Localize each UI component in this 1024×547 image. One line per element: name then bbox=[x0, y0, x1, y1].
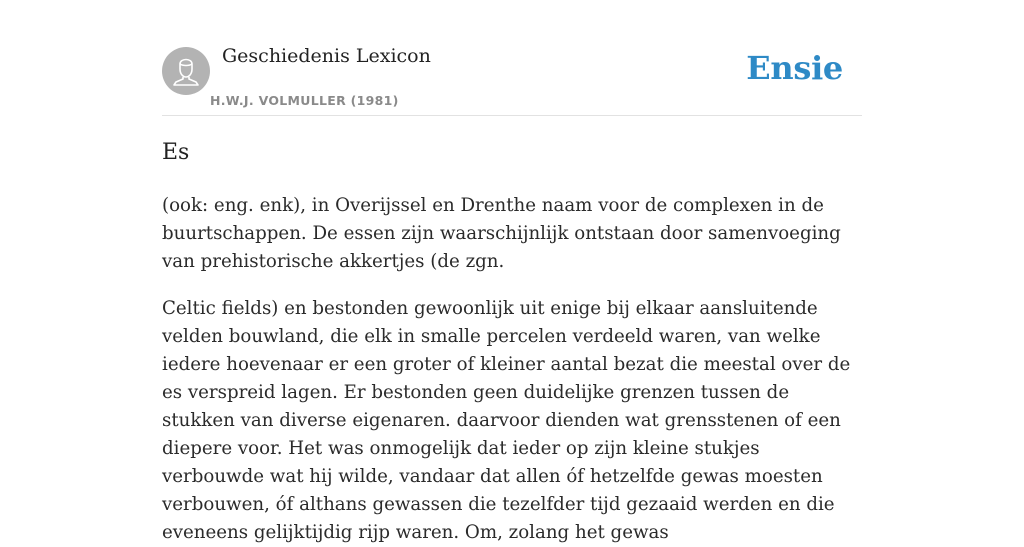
book-title[interactable]: Geschiedenis Lexicon bbox=[222, 45, 431, 67]
author-label[interactable]: H.W.J. VOLMULLER (1981) bbox=[210, 93, 399, 108]
entry-title: Es bbox=[162, 140, 190, 165]
user-icon[interactable] bbox=[162, 47, 210, 95]
brand-logo[interactable]: Ensie bbox=[746, 49, 843, 87]
header bbox=[162, 0, 862, 116]
content-container bbox=[162, 0, 862, 543]
entry-paragraph: Celtic fields) en bestonden gewoonlijk uit enige bij elkaar aansluitende velden bouwland, die elk in smalle percelen verdeeld waren, van welke iedere hoevenaar er een groter of kleiner aantal bezat die meestal over de es verspreid lagen. Er bestonden geen duidelijke grenzen tussen de stukken van diverse eigenaren. daarvoor dienden wat grensstenen of een diepere voor. Het was onmogelijk dat ieder op zijn kleine stukjes verbouwde wat hij wilde, vandaar dat allen óf hetzelfde gewas moesten verbouwen, óf althans gewassen die tezelfder tijd gezaaid werden en die eveneens gelijktijdig rijp waren. Om, zolang het gewas bbox=[162, 298, 851, 543]
entry-paragraph: (ook: eng. enk), in Overijssel en Drenthe naam voor de complexen in de buurtschappen. De essen zijn waarschijnlijk ontstaan door samenvoeging van prehistorische akkertjes (de zgn. bbox=[162, 195, 841, 272]
